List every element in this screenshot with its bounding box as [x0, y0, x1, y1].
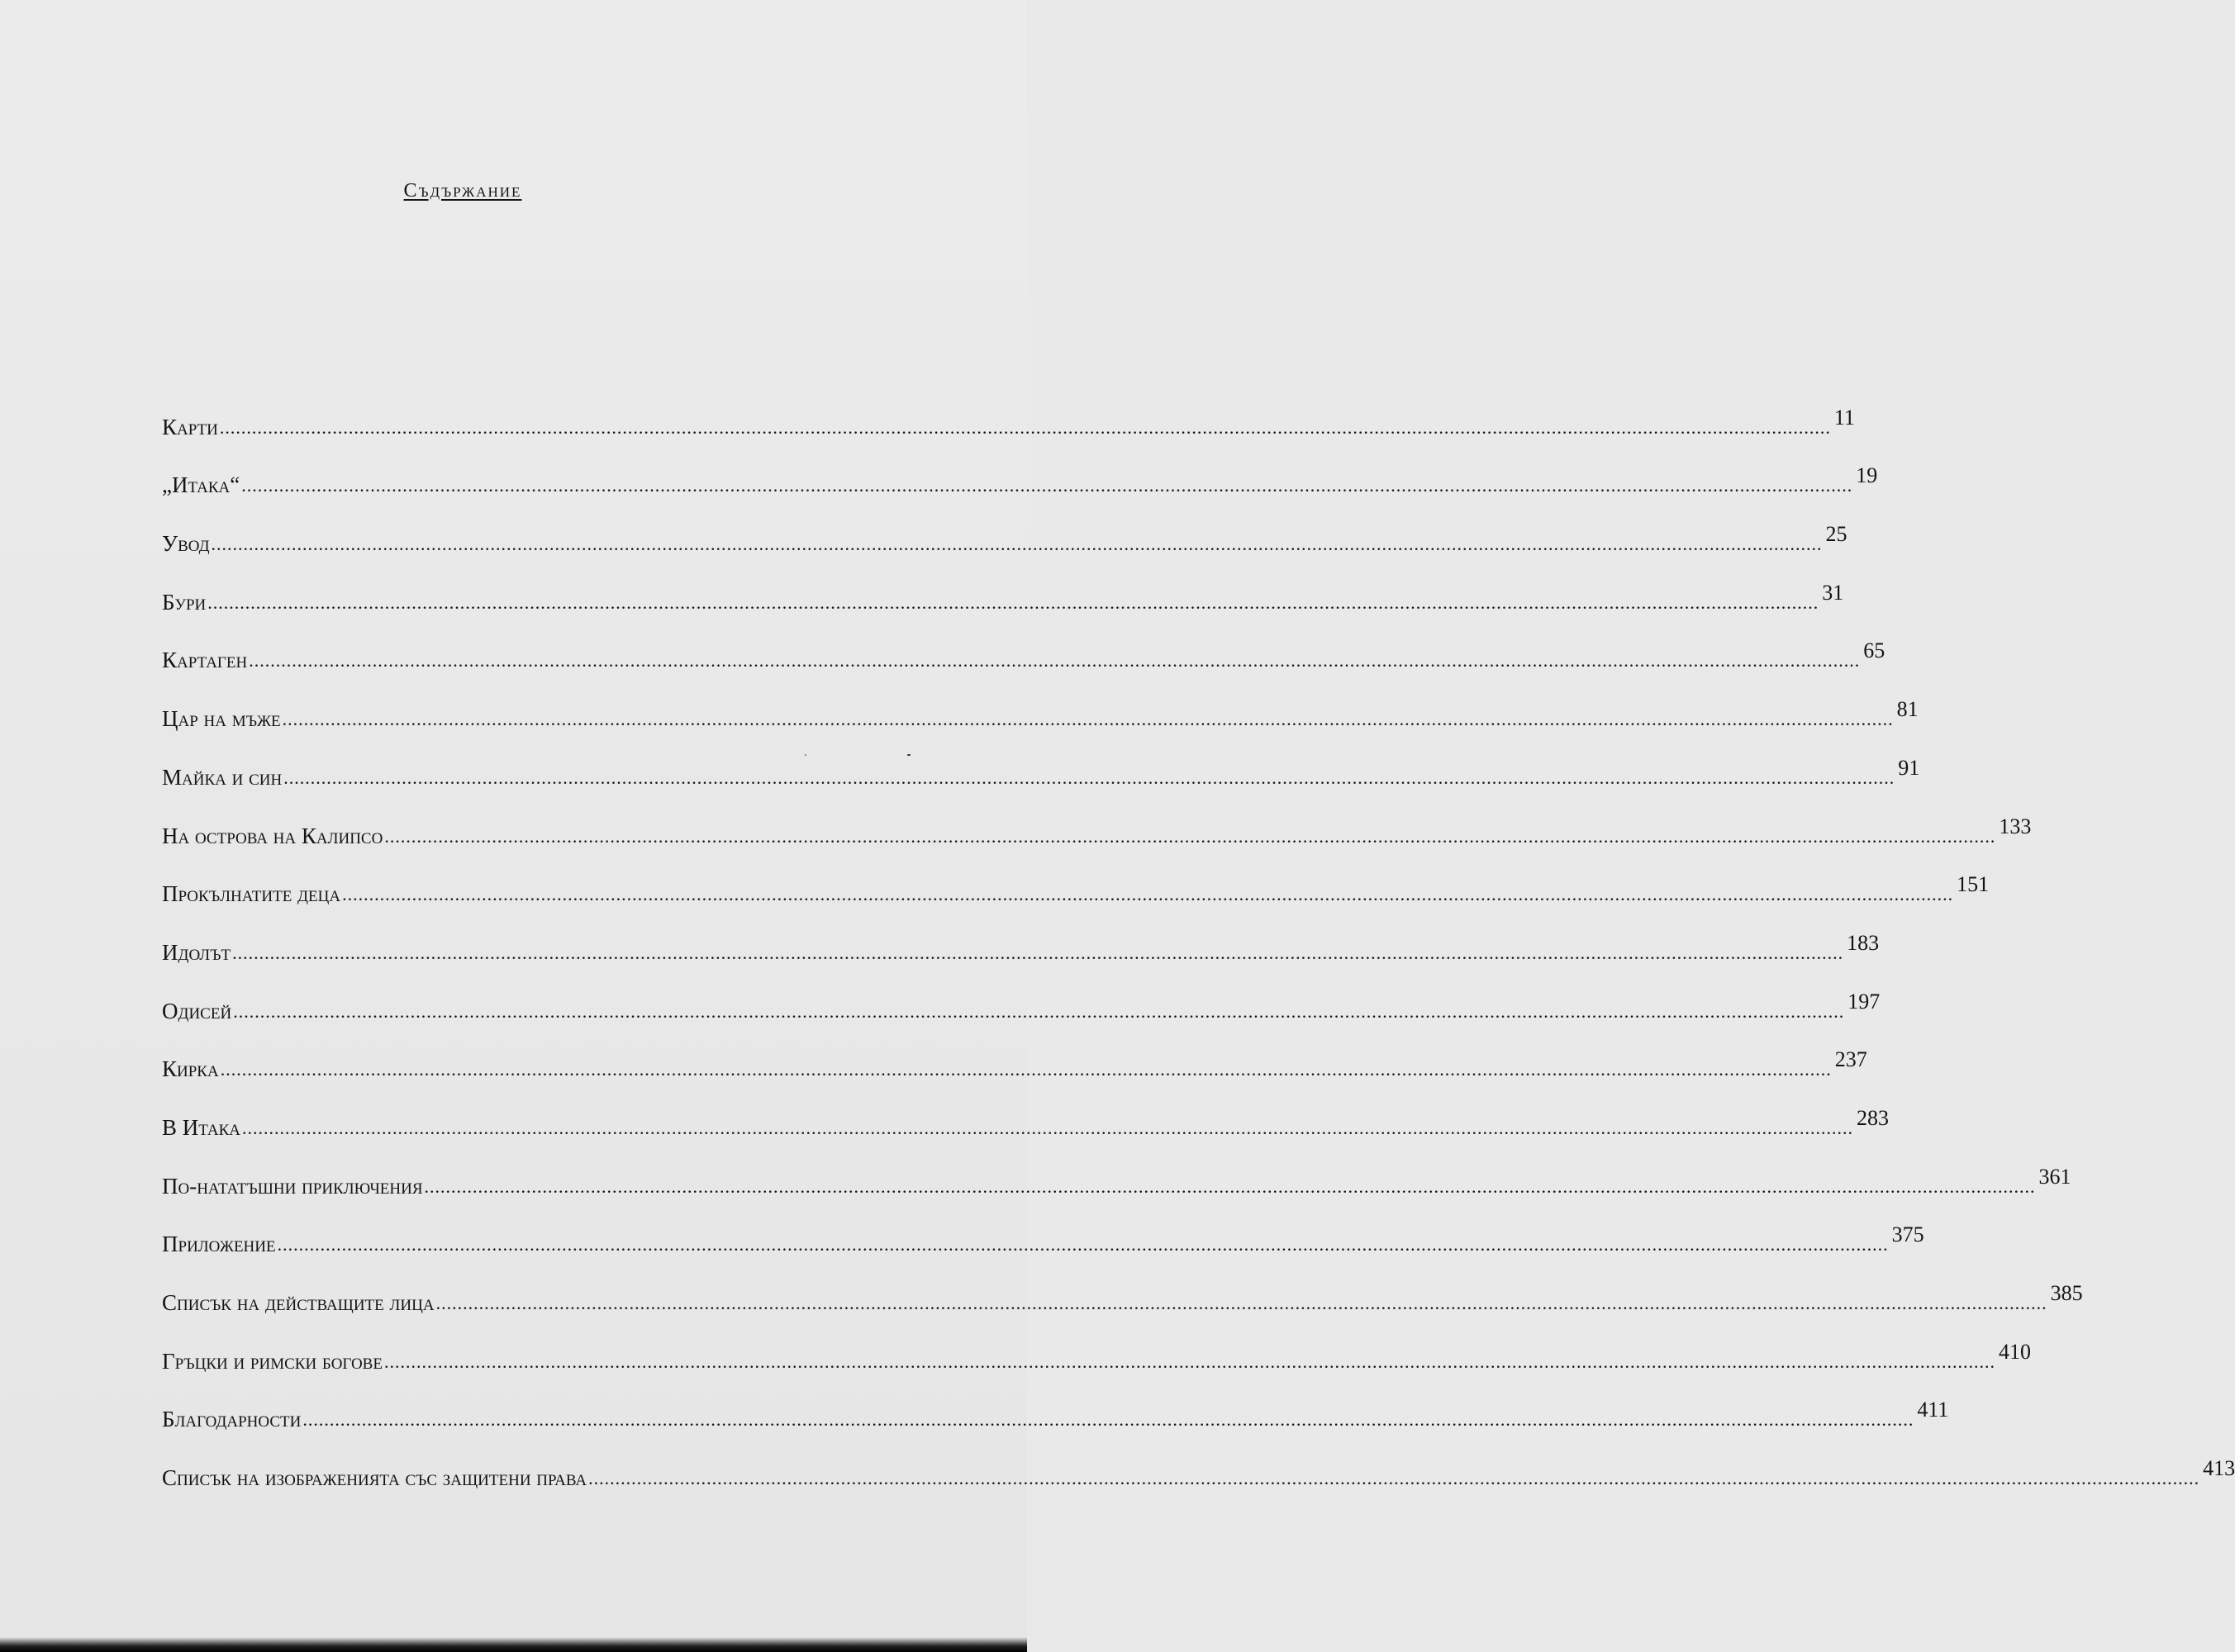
toc-leader-dots: ............................................................................................................................................................................................................................................................................................................	[424, 1175, 2036, 1197]
toc-entry-page-number: 31	[1822, 580, 1844, 605]
toc-entry-label: В Итака	[162, 1114, 241, 1140]
toc-leader-dots: ............................................................................................................................................................................................................................................................................................................	[219, 416, 1831, 438]
toc-entry-page-number: 411	[1917, 1398, 1949, 1422]
toc-entry-label: Благодарности	[162, 1407, 302, 1432]
toc-entry	[162, 1024, 1867, 1083]
toc-entry-page-number: 183	[1847, 930, 1880, 955]
toc-entry	[162, 615, 1885, 674]
table-of-contents	[162, 382, 2235, 1491]
toc-leader-dots: ............................................................................................................................................................................................................................................................................................................	[384, 825, 1996, 847]
toc-entry	[162, 498, 1847, 557]
toc-leader-dots: ............................................................................................................................................................................................................................................................................................................	[242, 1117, 1854, 1138]
toc-entry-page-number: 25	[1825, 522, 1847, 547]
toc-entry-page-number: 410	[1998, 1339, 2031, 1364]
toc-entry	[162, 732, 1920, 790]
toc-entry	[162, 382, 1855, 440]
toc-entry-page-number: 81	[1896, 697, 1919, 722]
toc-leader-dots: ............................................................................................................................................................................................................................................................................................................	[435, 1293, 2047, 1313]
toc-entry	[162, 673, 1919, 732]
toc-entry-label: Гръцки и римски богове	[162, 1348, 383, 1374]
toc-entry-page-number: 133	[1999, 814, 2032, 838]
toc-entry	[162, 790, 2032, 849]
toc-entry-label: Списък на изображенията със защитени права	[162, 1465, 587, 1491]
toc-entry	[162, 1257, 2083, 1316]
toc-entry-page-number: 385	[2050, 1281, 2083, 1305]
toc-entry-label: Увод	[162, 531, 210, 557]
toc-entry-label: Идолът	[162, 939, 231, 965]
toc-entry-label: Списък на действащите лица	[162, 1290, 435, 1315]
toc-leader-dots: ............................................................................................................................................................................................................................................................................................................	[249, 650, 1861, 672]
toc-entry-label: „Итака“	[162, 472, 240, 498]
toc-entry-label: Кирка	[162, 1056, 219, 1082]
toc-entry	[162, 440, 1878, 499]
toc-entry	[162, 849, 1990, 908]
toc-entry	[162, 1199, 1924, 1258]
contents-title: Съдържание	[403, 180, 522, 202]
toc-entry-page-number: 237	[1834, 1047, 1867, 1072]
toc-leader-dots: ............................................................................................................................................................................................................................................................................................................	[277, 1234, 1889, 1256]
scan-speck	[907, 754, 911, 756]
toc-entry-page-number: 197	[1847, 989, 1881, 1014]
toc-entry-label: Бури	[162, 589, 207, 615]
toc-entry	[162, 557, 1844, 615]
toc-entry	[162, 1374, 1949, 1433]
toc-entry-label: По-нататъшни приключения	[162, 1173, 423, 1199]
toc-entry-label: Прокълнатите деца	[162, 881, 341, 907]
toc-entry-page-number: 151	[1957, 872, 1990, 897]
toc-leader-dots: ............................................................................................................................................................................................................................................................................................................	[588, 1468, 2200, 1489]
toc-entry	[162, 966, 1881, 1024]
toc-entry-label: Цар на мъже	[162, 706, 281, 732]
toc-leader-dots: ............................................................................................................................................................................................................................................................................................................	[283, 767, 1895, 788]
toc-leader-dots: ............................................................................................................................................................................................................................................................................................................	[282, 709, 1894, 730]
toc-entry-page-number: 361	[2038, 1164, 2071, 1189]
toc-leader-dots: ............................................................................................................................................................................................................................................................................................................	[342, 884, 1954, 905]
toc-entry	[162, 907, 1880, 966]
toc-entry-page-number: 375	[1891, 1222, 1924, 1247]
toc-entry	[162, 1082, 1890, 1141]
scan-speck	[805, 754, 806, 756]
toc-leader-dots: ............................................................................................................................................................................................................................................................................................................	[383, 1351, 1995, 1372]
toc-entry	[162, 1316, 2031, 1374]
toc-entry-label: На острова на Калипсо	[162, 823, 383, 848]
toc-entry-page-number: 19	[1856, 463, 1878, 488]
toc-entry-label: Карти	[162, 414, 218, 439]
toc-leader-dots: ............................................................................................................................................................................................................................................................................................................	[232, 942, 1844, 963]
toc-leader-dots: ............................................................................................................................................................................................................................................................................................................	[220, 1059, 1832, 1080]
toc-leader-dots: ............................................................................................................................................................................................................................................................................................................	[207, 591, 1819, 613]
toc-entry-label: Майка и син	[162, 764, 283, 790]
toc-entry-page-number: 11	[1833, 405, 1855, 430]
toc-entry	[162, 1432, 2235, 1491]
toc-entry-page-number: 283	[1857, 1105, 1890, 1130]
toc-entry-page-number: 91	[1898, 755, 1920, 780]
toc-entry-page-number: 65	[1863, 638, 1885, 663]
toc-leader-dots: ............................................................................................................................................................................................................................................................................................................	[233, 1000, 1845, 1022]
toc-leader-dots: ............................................................................................................................................................................................................................................................................................................	[302, 1409, 1914, 1431]
toc-entry-page-number: 413	[2203, 1456, 2235, 1481]
toc-entry-label: Картаген	[162, 648, 248, 673]
toc-entry-label: Приложение	[162, 1232, 276, 1257]
scan-bottom-edge	[0, 1637, 1027, 1652]
toc-entry	[162, 1141, 2071, 1199]
toc-leader-dots: ............................................................................................................................................................................................................................................................................................................	[241, 475, 1853, 496]
toc-entry-label: Одисей	[162, 998, 232, 1023]
toc-leader-dots: ............................................................................................................................................................................................................................................................................................................	[211, 534, 1823, 555]
